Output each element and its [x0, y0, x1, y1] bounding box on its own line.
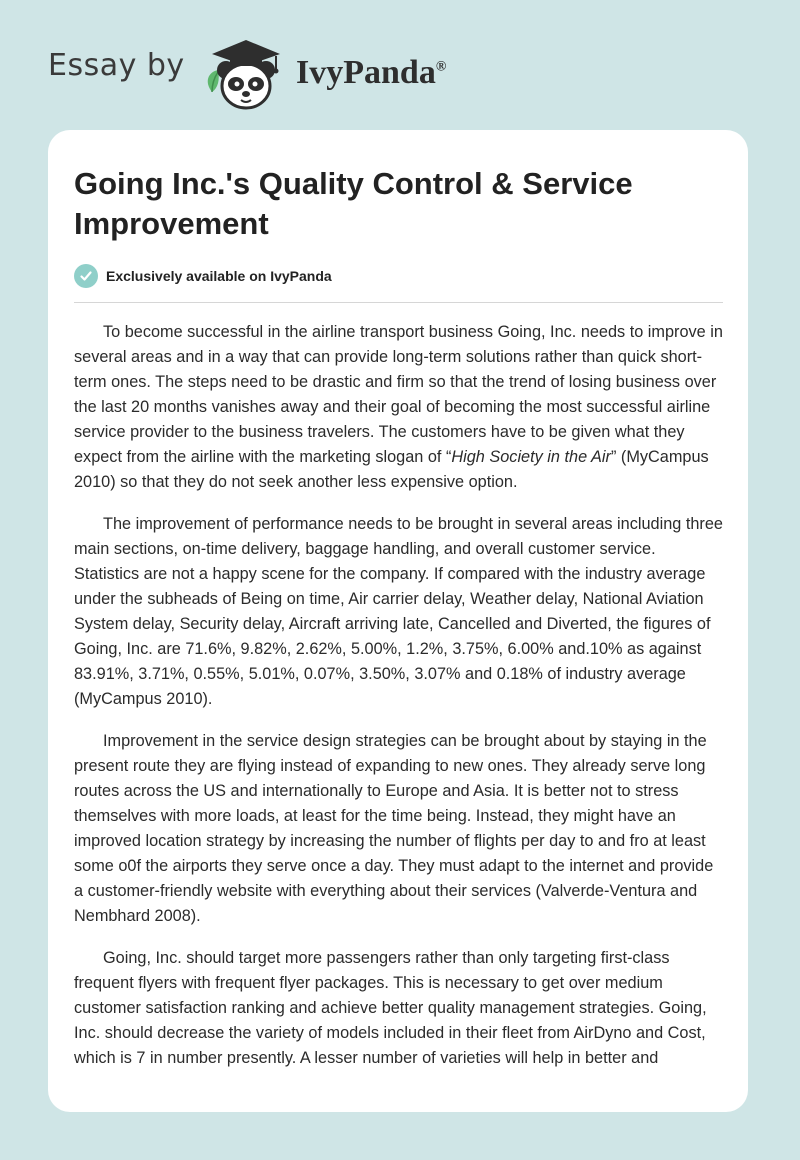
site-header: [48, 34, 548, 114]
paragraph-1: [74, 320, 724, 495]
badge-label: Exclusively available on IvyPanda: [106, 268, 332, 284]
divider: [74, 302, 723, 303]
page-title: Going Inc.'s Quality Control & Service Improvement: [74, 166, 633, 241]
paragraph-1-text-a: To become successful in the airline transport business Going, Inc. needs to improve in several areas and in a way that can provide long-term solutions rather than quick short-term ones. The steps need to be drastic and firm so that the trend of losing business over the last 20 months vanishes away and their goal of becoming the most successful airline service provider to the business travelers. The customers have to be given what they expect from the airline with the marketing slogan of “: [74, 323, 723, 466]
brand-name[interactable]: IvyPanda®: [296, 54, 447, 91]
slogan-italic: High Society in the Air: [451, 448, 611, 466]
paragraph-4: Going, Inc. should target more passengers rather than only targeting first-class frequent flyers with frequent flyer packages. This is necessary to get over medium customer satisfaction ranking and achieve better quality management strategies. Going, Inc. should decrease the variety of models included in their fleet from AirDyno and Cost, which is 7 in number presently. A lesser number of varieties will help in better and: [74, 949, 707, 1067]
essay-body: [74, 320, 724, 1088]
paragraph-2: The improvement of performance needs to be brought in several areas including three main sections, on-time delivery, baggage handling, and overall customer service. Statistics are not a happy scene for the company. If compared with the industry average under the subheads of Being on time, Air carrier delay, Weather delay, National Aviation System delay, Security delay, Aircraft arriving late, Cancelled and Diverted, the figures of Going, Inc. are 71.6%, 9.82%, 2.62%, 5.00%, 1.2%, 3.75%, 6.00% and.10% as against 83.91%, 3.71%, 0.55%, 5.01%, 0.07%, 3.50%, 3.07% and 0.18% of industry average (MyCampus 2010).: [74, 515, 723, 708]
panda-graduate-logo-icon[interactable]: [200, 34, 290, 114]
essay-card: [48, 130, 748, 1112]
paragraph-3: Improvement in the service design strategies can be brought about by staying in the present route they are flying instead of expanding to new ones. They already serve long routes across the US and internationally to Europe and Asia. It is better not to stress themselves with more loads, at least for the time being. Instead, they might have an improved location strategy by increasing the number of flights per day to and fro at least some o0f the airports they serve once a day. They must adapt to the internet and provide a customer-friendly website with everything about their services (Valverde-Ventura and Nembhard 2008).: [74, 732, 714, 925]
exclusive-badge: [74, 263, 332, 289]
paragraph-1-text-b: ” (MyCampus 2010) so that they do not seek another less expensive option.: [74, 448, 709, 491]
check-circle-icon: [74, 264, 98, 288]
essay-by-label: Essay by: [48, 48, 185, 83]
registered-mark: ®: [435, 59, 447, 75]
